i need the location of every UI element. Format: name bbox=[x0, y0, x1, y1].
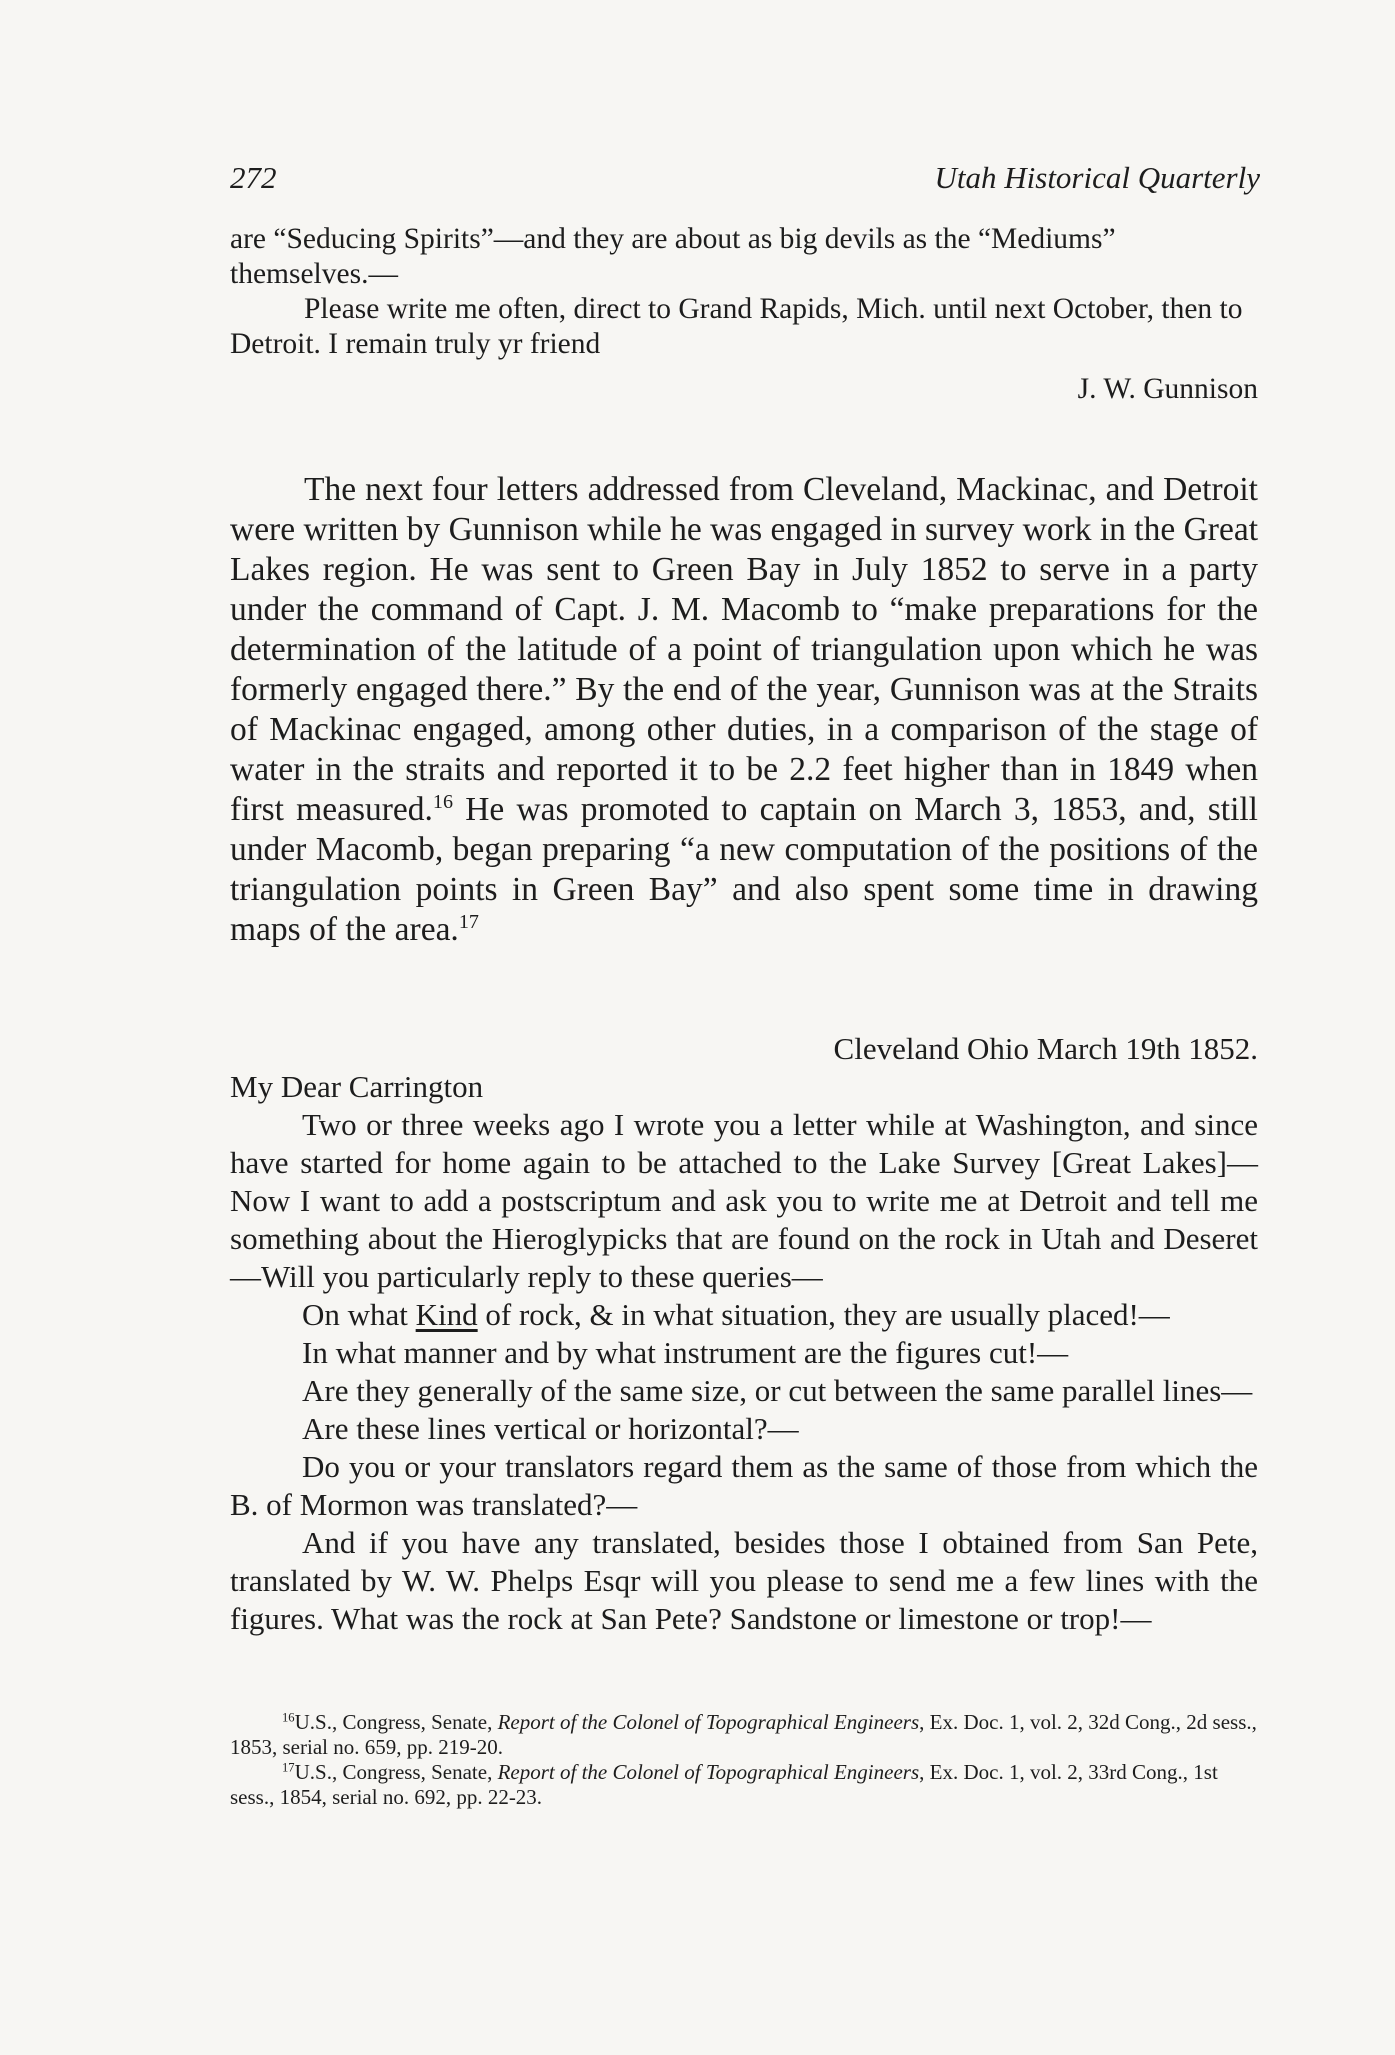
footnote-number: 17 bbox=[282, 1760, 295, 1775]
journal-title: Utah Historical Quarterly bbox=[934, 160, 1260, 195]
footnote-text: , Ex. Doc. 1, vol. 2, 32d Cong., 2d sess., 1853, serial no. 659, pp. 219-20. bbox=[230, 1710, 1257, 1759]
footnote-16 bbox=[230, 1710, 1258, 1760]
footnote-ref-16: 16 bbox=[432, 790, 453, 813]
letter-query: Are these lines vertical or horizontal?— bbox=[302, 1411, 799, 1446]
letter-signature: J. W. Gunnison bbox=[1077, 373, 1258, 405]
letter-closing-request: Please write me often, direct to Grand Rapids, Mich. until next October, then to Detroit. I remain truly yr friend bbox=[230, 293, 1243, 360]
page-number: 272 bbox=[230, 160, 277, 195]
footnotes bbox=[230, 1710, 1258, 1810]
letter-paragraph: Two or three weeks ago I wrote you a letter while at Washington, and since have started for home again to be attached to the Lake Survey [Great Lakes]—Now I want to add a postscriptum and ask you to write me at Detroit and tell me something about the Hieroglypicks that are found on the rock in Utah and Deseret—Will you particularly reply to these queries— bbox=[230, 1107, 1258, 1294]
footnote-text: U.S., Congress, Senate, bbox=[294, 1760, 498, 1784]
carrington-letter bbox=[230, 1030, 1258, 1638]
top-letter-closing bbox=[230, 222, 1258, 407]
query-text: On what bbox=[302, 1297, 416, 1332]
footnote-number: 16 bbox=[282, 1710, 295, 1725]
editorial-intro bbox=[230, 470, 1258, 950]
footnote-title: Report of the Colonel of Topographical Engineers bbox=[497, 1760, 920, 1784]
letter-query: Do you or your translators regard them as the same of those from which the B. of Mormon was translated?— bbox=[230, 1449, 1258, 1522]
letter-paragraph: And if you have any translated, besides those I obtained from San Pete, translated by W. W. Phelps Esqr will you please to send me a few lines with the figures. What was the rock at San Pete? Sandstone or limestone or trop!— bbox=[230, 1525, 1258, 1636]
underlined-word: Kind bbox=[415, 1297, 478, 1332]
running-header bbox=[230, 160, 1260, 200]
footnote-title: Report of the Colonel of Topographical Engineers bbox=[497, 1710, 920, 1734]
query-text: of rock, & in what situation, they are usually placed!— bbox=[477, 1297, 1170, 1332]
footnote-text: U.S., Congress, Senate, bbox=[294, 1710, 498, 1734]
letter-salutation: My Dear Carrington bbox=[230, 1069, 484, 1104]
letter-query: Are they generally of the same size, or cut between the same parallel lines— bbox=[302, 1373, 1253, 1408]
intro-paragraph bbox=[230, 470, 1258, 950]
letter-closing-line: are “Seducing Spirits”—and they are about as big devils as the “Mediums” themselves.— bbox=[230, 223, 1116, 290]
intro-text-part-1: The next four letters addressed from Cleveland, Mackinac, and Detroit were written by Gunnison while he was engaged in survey work in the Great Lakes region. He was sent to Green Bay in July 1852 to serve in a party under the command of Capt. J. M. Macomb to “make preparations for the determination of the latitude of a point of triangulation upon which he was formerly engaged there.” By the end of the year, Gunnison was at the Straits of Mackinac engaged, among other duties, in a comparison of the stage of water in the straits and reported it to be 2.2 feet higher than in 1849 when first measured. bbox=[230, 471, 1258, 828]
letter-body bbox=[230, 1106, 1258, 1638]
footnote-ref-17: 17 bbox=[458, 910, 479, 933]
footnote-17 bbox=[230, 1760, 1258, 1810]
intro-text-part-2: He was promoted to captain on March 3, 1853, and, still under Macomb, began preparing “a new computation of the positions of the triangulation points in Green Bay” and also spent some time in drawing maps of the area. bbox=[230, 791, 1258, 948]
letter-query: In what manner and by what instrument are the figures cut!— bbox=[302, 1335, 1069, 1370]
footnote-text: , Ex. Doc. 1, vol. 2, 33rd Cong., 1st sess., 1854, serial no. 692, pp. 22-23. bbox=[230, 1760, 1218, 1809]
letter-query bbox=[230, 1296, 1258, 1334]
letter-dateline: Cleveland Ohio March 19th 1852. bbox=[833, 1031, 1258, 1066]
